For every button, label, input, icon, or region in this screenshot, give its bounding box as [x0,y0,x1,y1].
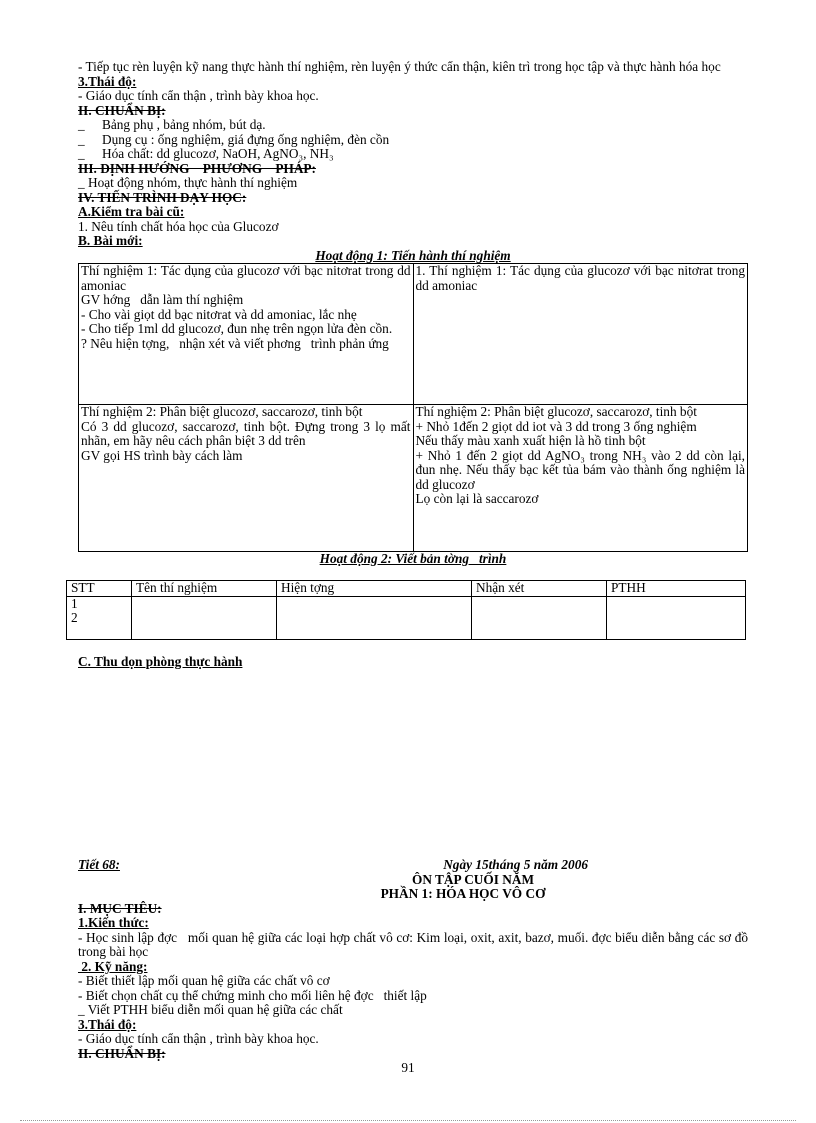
process-heading: IV. TIẾN TRÌNH DẠY HỌC: [78,189,247,205]
preparation-heading: II. CHUẨN BỊ: [78,1045,166,1061]
cell-line: Có 3 dd glucozơ, saccarozơ, tinh bột. Đựng trong 3 lọ mất nhãn, em hãy nêu cách phân biệt 3 dd trên [81,418,411,448]
cell-line: GV gọi HS trình bày cách làm [81,447,243,463]
lesson-68 [78,857,752,1061]
table-cell [472,596,607,639]
column-header: PTHH [607,581,746,597]
cleanup-heading: C. Thu dọn phòng thực hành [78,654,243,669]
skills-heading: 2. Kỹ năng: [78,958,148,974]
stt-cell [67,596,132,639]
lesson-title: ÔN TẬP CUỐI NĂM [411,871,534,887]
activity1-title: Hoạt động 1: Tiến hành thí nghiệm [315,247,511,263]
activity1-table [78,263,748,552]
cell-line: GV hớng dẫn làm thí nghiệm [81,292,244,307]
attitude-text: - Giáo dục tính cẩn thận , trình bày khoa học. [78,1031,319,1046]
activity1-row [79,405,748,552]
table-header-row [67,581,746,597]
review-text: 1. Nêu tính chất hóa học của Glucozơ [78,218,279,234]
skill-line: _ Viết PTHH biểu diễn mối quan hệ giữa các chất [78,1002,343,1017]
table-row [67,596,746,639]
prep-item: _ Dụng cụ : ống nghiệm, giá đựng ống nghiệm, đèn cồn [78,131,390,147]
column-header: Nhận xét [472,581,607,597]
table-cell [132,596,277,639]
student-cell [413,405,748,552]
prep-item: _ Hóa chất: dd glucozơ, NaOH, AgNO₃, NH₃ [78,146,334,161]
attitude-heading: 3.Thái độ: [78,73,137,89]
cell-line: Nếu thấy màu xanh xuất hiện là hồ tinh bột [415,433,646,448]
activity1-row [79,264,748,405]
prep-item: _ Bảng phụ , bảng nhóm, bút dạ. [78,117,266,132]
preparation-heading: II. CHUẨN BỊ: [78,102,166,118]
attitude-text: - Giáo dục tính cẩn thận , trình bày khoa học. [78,88,319,103]
knowledge-heading: 1.Kiến thức: [78,915,149,930]
lesson-header [78,858,748,873]
lesson-number: Tiết 68: [78,857,120,872]
method-heading: III. ĐỊNH HƯỚNG PHƯƠNG PHÁP: [78,160,316,176]
stt-value: 2 [71,610,78,625]
attitude-heading: 3.Thái độ: [78,1016,137,1032]
skill-text: - Tiếp tục rèn luyện kỹ nang thực hành thí nghiệm, rèn luyện ý thức cẩn thận, kiên trì trong học tập và thực hành hóa học [78,59,721,74]
column-header: STT [67,581,132,597]
page-number: 91 [401,1060,415,1075]
cell-line: Thí nghiệm 2: Phân biệt glucozơ, saccarozơ, tinh bột [81,404,363,419]
page-bottom-divider [20,1120,796,1121]
stt-value: 1 [71,595,78,611]
skill-line: - Biết chọn chất cụ thể chứng minh cho mối liên hệ đợc thiết lập [78,987,427,1003]
teacher-cell [79,264,414,405]
method-text: _ Hoạt động nhóm, thực hành thí nghiệm [78,175,298,190]
cell-line: - Cho vài giọt dd bạc nitơrat và dd amoniac, lắc nhẹ [81,306,357,322]
table-cell [607,596,746,639]
cell-line: 1. Thí nghiệm 1: Tác dụng của glucozơ với bạc nitơrat trong dd amoniac [415,263,745,293]
cell-line: Thí nghiệm 1: Tác dụng của glucozơ với bạc nitơrat trong dd amoniac [81,263,411,293]
lesson-subtitle: PHẦN 1: HÓA HỌC VÔ CƠ [380,886,546,901]
cell-line: Thí nghiệm 2: Phân biệt glucozơ, saccarozơ, tinh bột [415,404,697,419]
cell-line: Lọ còn lại là saccarozơ [415,491,539,506]
cell-line: - Cho tiếp 1ml dd glucozơ, đun nhẹ trên ngọn lửa đèn cồn. [81,321,393,336]
activity2-title: Hoạt động 2: Viết bản tờng trình [319,551,507,566]
teacher-cell [79,405,414,552]
cell-line: ? Nêu hiện tợng, nhận xét và viết phơng trình phản ứng [81,335,389,351]
column-header: Hiện tợng [277,581,472,597]
review-heading: A.Kiểm tra bài cũ: [78,204,185,219]
cell-line: + Nhỏ 1 đến 2 giọt dd AgNO₃ trong NH₃ vào 2 dd còn lại, đun nhẹ. Nếu thấy bạc kết tủa bám vào thành ống nghiệm là dd glucozơ [415,447,745,492]
document-page [78,60,748,567]
report-table [66,580,746,640]
skill-line: - Biết thiết lập mối quan hệ giữa các chất vô cơ [78,973,330,988]
column-header: Tên thí nghiệm [132,581,277,597]
lesson-date: Ngày 15tháng 5 năm 2006 [443,857,588,872]
new-lesson-heading: B. Bài mới: [78,233,143,248]
knowledge-text: - Học sinh lập đợc mối quan hệ giữa các loại hợp chất vô cơ: Kim loại, oxit, axit, bazơ, muối. đợc biểu diễn bằng các sơ đồ trong bài học [78,929,752,959]
table-cell [277,596,472,639]
cell-line: + Nhỏ 1đến 2 giọt dd iot và 3 dd trong 3 ống nghiệm [415,418,697,434]
objectives-heading: I. MỤC TIÊU: [78,900,162,916]
student-cell [413,264,748,405]
